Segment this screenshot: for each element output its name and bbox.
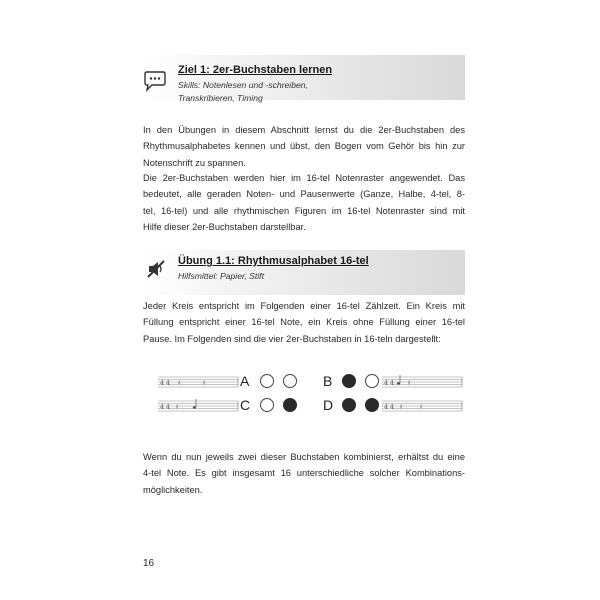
svg-text:𝄽: 𝄽 (408, 380, 411, 387)
svg-text:4: 4 (166, 380, 170, 387)
svg-text:4: 4 (160, 380, 164, 387)
svg-text:4: 4 (160, 404, 164, 411)
page-number: 16 (143, 558, 155, 569)
text-line: Pause. Im Folgenden sind die vier 2er-Buchstaben in 16-teln dargestellt: (143, 333, 441, 344)
circle-c-1 (260, 398, 274, 412)
circle-a-1 (260, 374, 274, 388)
text-line: Die 2er-Buchstaben werden hier im 16-tel Notenraster angewendet. Das (143, 173, 465, 183)
svg-text:𝄽: 𝄽 (178, 380, 181, 387)
circle-b-2 (365, 374, 379, 388)
svg-text:𝄽: 𝄽 (420, 404, 423, 411)
svg-text:4: 4 (384, 380, 388, 387)
circle-c-2 (283, 398, 297, 412)
circle-b-1 (342, 374, 356, 388)
circle-a-2 (283, 374, 297, 388)
explanation-paragraph (143, 170, 465, 236)
svg-text:𝄽: 𝄽 (203, 380, 206, 387)
text-line: bedeutet, alle geraden Noten- und Pausenwerte (Ganze, Halbe, 4-tel, 8- (143, 189, 465, 200)
speech-bubble-icon (142, 70, 168, 94)
letter-b: B (323, 373, 333, 389)
text-line: In den Übungen in diesem Abschnitt lernst du die 2er-Buchstaben des (143, 125, 465, 135)
combination-paragraph (143, 449, 465, 498)
section-title-exercise: Übung 1.1: Rhythmusalphabet 16-tel (178, 255, 369, 267)
muted-speaker-icon (145, 258, 167, 280)
svg-text:𝄽: 𝄽 (176, 404, 179, 411)
staff-rest-B (382, 374, 464, 388)
svg-text:4: 4 (384, 404, 388, 411)
svg-text:𝄽: 𝄽 (400, 404, 403, 411)
intro-paragraph (143, 122, 465, 171)
text-line: Rhythmusalphabetes kennen und übst, den Bogen vom Gehör bis hin zur (143, 141, 465, 152)
text-line: 4-tel Note. Es gibt insgesamt 16 unterschiedliche solcher Kombinations- (143, 468, 465, 479)
circle-d-1 (342, 398, 356, 412)
section-title-goal: Ziel 1: 2er-Buchstaben lernen (178, 64, 333, 76)
skills-line-2: Transkribieren, Timing (178, 93, 263, 103)
text-line: Hilfe dieser 2er-Buchstaben darstellbar. (143, 222, 306, 233)
skills-line-1: Skills: Notenlesen und -schreiben, (178, 80, 308, 90)
letter-d: D (323, 397, 334, 413)
materials-line: Hilfsmittel: Papier, Stift (178, 271, 264, 281)
circle-d-2 (365, 398, 379, 412)
text-line: Füllung entspricht einer 16-tel Note, ein Kreis ohne Füllung einer 16-tel (143, 317, 465, 328)
circle-explanation-paragraph (143, 298, 465, 347)
svg-text:4: 4 (390, 404, 394, 411)
text-line: möglichkeiten. (143, 484, 203, 495)
staff-rest-D (382, 398, 464, 412)
staff-rest-A (158, 374, 240, 388)
text-line: Notenschrift zu spannen. (143, 157, 246, 168)
staff-rest-C (158, 398, 240, 412)
svg-text:4: 4 (390, 380, 394, 387)
letter-c: C (240, 397, 251, 413)
svg-text:4: 4 (166, 404, 170, 411)
letter-a: A (240, 373, 250, 389)
text-line: tel, 16-tel) und alle rhythmischen Figuren im 16-tel Notenraster sind mit (143, 205, 465, 216)
text-line: Wenn du nun jeweils zwei dieser Buchstaben kombinierst, erhältst du eine (143, 452, 465, 462)
text-line: Jeder Kreis entspricht im Folgenden einer 16-tel Zählzeit. Ein Kreis mit (143, 301, 465, 311)
